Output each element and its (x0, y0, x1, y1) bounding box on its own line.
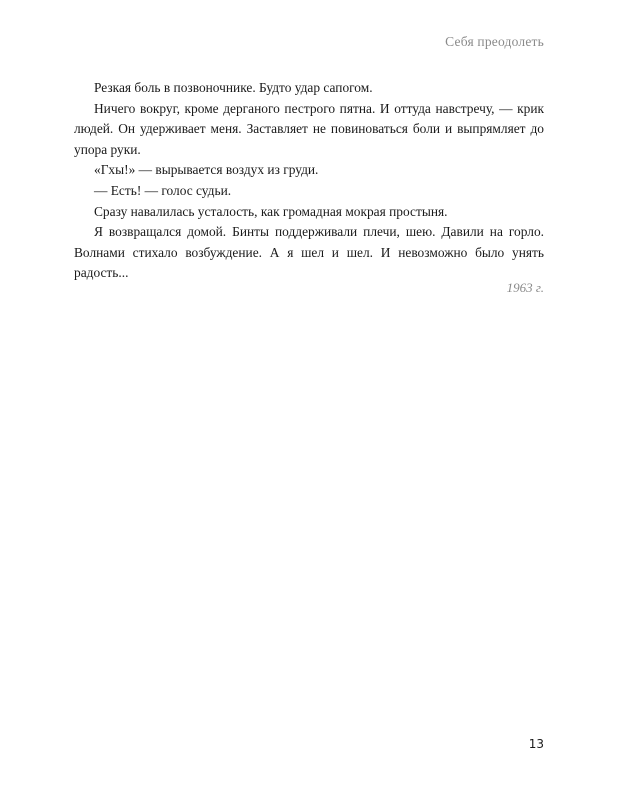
date-signature: 1963 г. (506, 280, 544, 295)
paragraph: Ничего вокруг, кроме дерганого пестрого пятна. И оттуда навстречу, — крик людей. Он удерживает меня. Заставляет не повиноваться боли и выпрямляет до упора руки. (74, 100, 544, 157)
paragraph: Резкая боль в позвоночнике. Будто удар сапогом. (94, 80, 373, 95)
paragraph: — Есть! — голос судьи. (94, 182, 232, 198)
running-header: Себя преодолеть (445, 34, 544, 49)
paragraph: Я возвращался домой. Бинты поддерживали плечи, шею. Давили на горло. Волнами стихало возбуждение. А я шел и шел. И невозможно было унять радость... (74, 224, 544, 281)
page-number: 13 (528, 737, 544, 751)
paragraph: Сразу навалилась усталость, как громадная мокрая простыня. (94, 203, 448, 219)
paragraph: «Гхы!» — вырывается воздух из груди. (94, 162, 319, 178)
main-text (74, 78, 544, 284)
